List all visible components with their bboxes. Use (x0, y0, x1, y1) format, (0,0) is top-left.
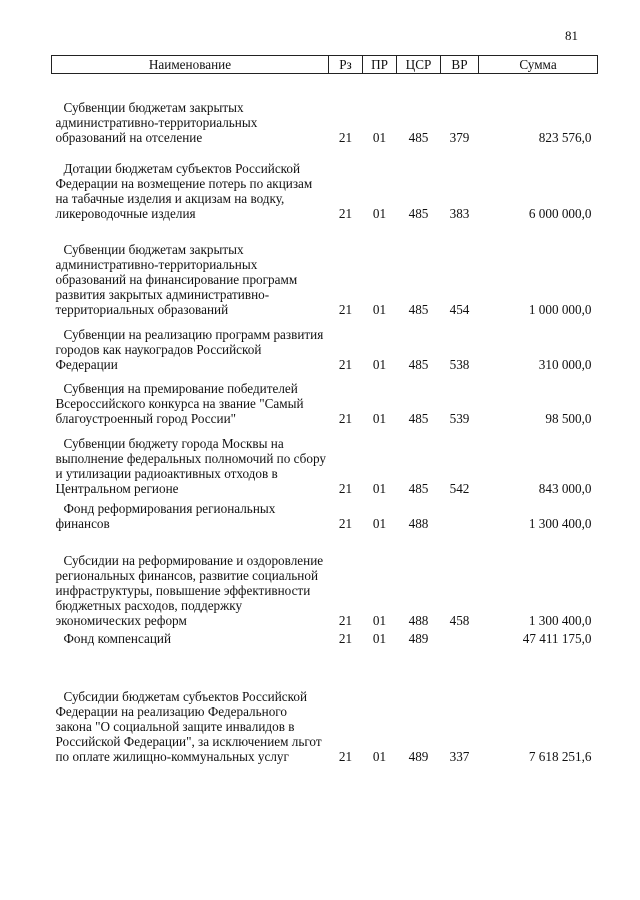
row-pr: 01 (372, 748, 387, 764)
row-pr: 01 (372, 630, 387, 646)
row-sum: 47 411 175,0 (522, 630, 592, 646)
row-rz: 21 (338, 356, 353, 372)
row-vr: 383 (449, 205, 470, 221)
row-csr: 488 (408, 515, 429, 531)
row-sum: 98 500,0 (545, 410, 592, 426)
row-vr: 538 (449, 356, 470, 372)
row-sum: 7 618 251,6 (528, 748, 592, 764)
table-row (52, 74, 598, 145)
row-rz: 21 (338, 748, 353, 764)
row-name: Субвенции бюджету города Москвы на выполнение федеральных полномочий по сбору и утилизации радиоактивных отходов в Центральном регионе (55, 435, 326, 496)
row-rz: 21 (338, 515, 353, 531)
row-rz: 21 (338, 410, 353, 426)
row-rz: 21 (338, 612, 353, 628)
row-rz: 21 (338, 205, 353, 221)
row-vr: 539 (449, 410, 470, 426)
row-pr: 01 (372, 129, 387, 145)
row-vr: 337 (449, 748, 470, 764)
row-csr: 488 (408, 612, 429, 628)
row-name: Субвенция на премирование победителей Всероссийского конкурса на звание "Самый благоустроенный город России" (55, 380, 304, 426)
row-vr: 458 (449, 612, 470, 628)
row-name: Субвенции бюджетам закрытых административно-территориальных образований на отселение (55, 99, 258, 145)
table-row (52, 531, 598, 628)
row-pr: 01 (372, 356, 387, 372)
table-header (52, 56, 598, 74)
header-vr: ВР (441, 56, 479, 74)
row-rz: 21 (338, 630, 353, 646)
row-csr: 485 (408, 480, 429, 496)
row-rz: 21 (338, 129, 353, 145)
row-name: Дотации бюджетам субъектов Российской Федерации на возмещение потерь по акцизам на табачные изделия и акцизам на водку, ликероводочные изделия (55, 160, 313, 221)
table-row (52, 221, 598, 317)
row-sum: 823 576,0 (538, 129, 592, 145)
table-row (52, 372, 598, 426)
header-rz: Рз (329, 56, 363, 74)
row-name: Субвенции на реализацию программ развития городов как наукоградов Российской Федерации (55, 326, 324, 372)
row-sum: 1 300 400,0 (528, 612, 592, 628)
row-sum: 843 000,0 (538, 480, 592, 496)
row-name: Фонд реформирования региональных финансов (55, 500, 276, 531)
table-row (52, 426, 598, 496)
budget-table (51, 55, 598, 764)
header-name: Наименование (52, 56, 329, 74)
table-body (52, 74, 598, 764)
row-pr: 01 (372, 410, 387, 426)
row-csr: 485 (408, 410, 429, 426)
table-row (52, 317, 598, 372)
row-rz: 21 (338, 480, 353, 496)
header-csr: ЦСР (397, 56, 441, 74)
row-csr: 485 (408, 356, 429, 372)
table-row (52, 646, 598, 764)
row-sum: 1 000 000,0 (528, 301, 592, 317)
table-row (52, 496, 598, 531)
row-sum: 6 000 000,0 (528, 205, 592, 221)
row-csr: 489 (408, 630, 429, 646)
row-vr (441, 628, 479, 646)
row-csr: 489 (408, 748, 429, 764)
header-pr: ПР (363, 56, 397, 74)
row-pr: 01 (372, 480, 387, 496)
row-pr: 01 (372, 301, 387, 317)
row-pr: 01 (372, 515, 387, 531)
row-rz: 21 (338, 301, 353, 317)
row-csr: 485 (408, 129, 429, 145)
row-name: Субсидии на реформирование и оздоровление региональных финансов, развитие социальной инфраструктуры, повышение эффективности бюджетных расходов, поддержку экономических реформ (55, 552, 324, 628)
table-row (52, 628, 598, 646)
row-vr: 542 (449, 480, 470, 496)
row-name: Субсидии бюджетам субъектов Российской Федерации на реализацию Федерального закона "О социальной защите инвалидов в Российской Федерации", за исключением льгот по оплате жилищно-коммунальных услуг (55, 688, 322, 764)
row-pr: 01 (372, 612, 387, 628)
row-csr: 485 (408, 205, 429, 221)
row-vr: 379 (449, 129, 470, 145)
row-vr: 454 (449, 301, 470, 317)
row-pr: 01 (372, 205, 387, 221)
row-name: Фонд компенсаций (63, 630, 172, 646)
row-sum: 1 300 400,0 (528, 515, 592, 531)
row-name: Субвенции бюджетам закрытых административно-территориальных образований на финансирование программ развития закрытых административно-территориальных образований (55, 241, 298, 317)
row-sum: 310 000,0 (538, 356, 592, 372)
page-number: 81 (565, 28, 578, 43)
header-sum: Сумма (479, 56, 598, 74)
table-row (52, 145, 598, 221)
row-csr: 485 (408, 301, 429, 317)
row-vr (441, 496, 479, 531)
